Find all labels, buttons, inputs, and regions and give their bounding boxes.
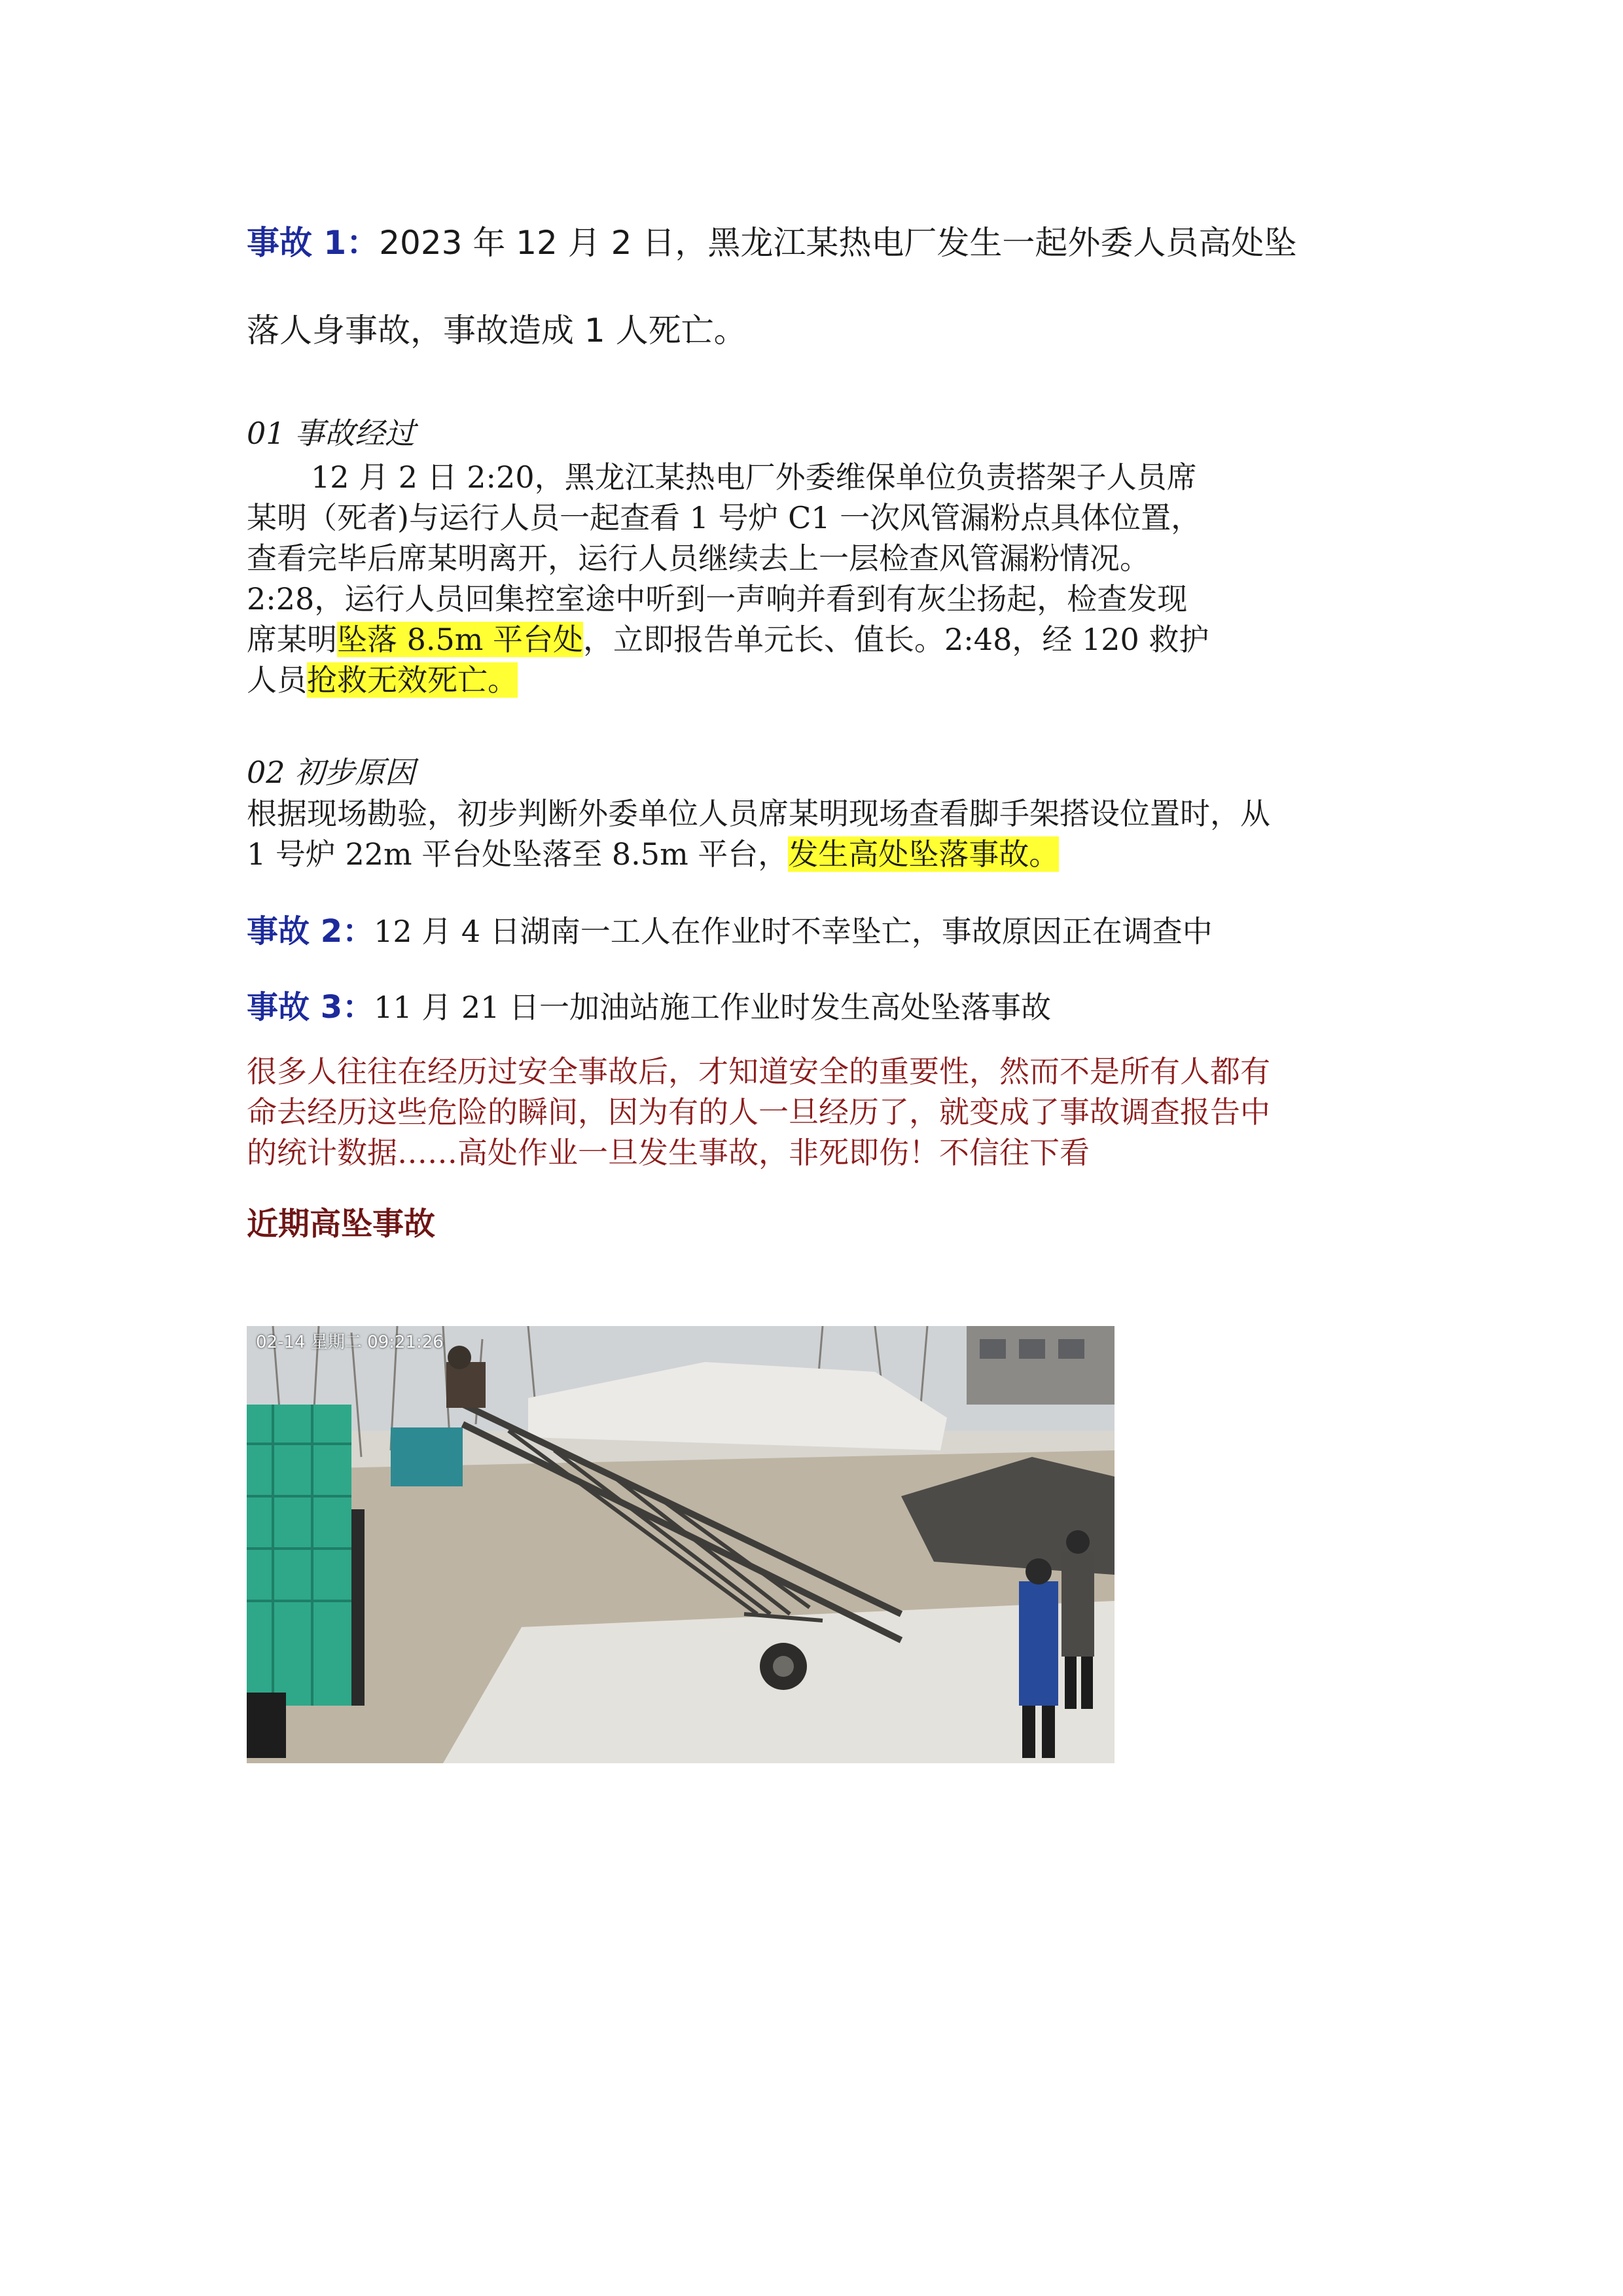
accident1-text-line1: 2023 年 12 月 2 日，黑龙江某热电厂发生一起外委人员高处坠 [379,224,1297,262]
cctv-accident-photo [247,1326,1115,1763]
section01-para-line4: 2:28，运行人员回集控室途中听到一声响并看到有灰尘扬起，检查发现 [247,581,1188,617]
highlight-accident-type: 发生高处坠落事故。 [788,836,1060,872]
section01-line5-a: 席某明 [247,622,337,657]
section02-para-line2 [247,834,1059,874]
section01-heading: 01 事故经过 [247,416,416,451]
accident1-line1 [247,220,1296,266]
accident2-line [247,911,1213,952]
section01-para-line6 [247,660,518,700]
accident3-label: 事故 3： [247,989,374,1026]
section01-para-line3: 查看完毕后席某明离开，运行人员继续去上一层检查风管漏粉情况。 [247,541,1150,576]
warning-line2: 命去经历这些危险的瞬间，因为有的人一旦经历了，就变成了事故调查报告中 [247,1094,1270,1130]
accident1-label: 事故 1： [247,224,380,262]
section01-line5-c: ，立即报告单元长、值长。2:48，经 120 救护 [583,622,1209,657]
accident1-line2: 落人身事故，事故造成 1 人死亡。 [247,312,747,350]
warning-line1: 很多人往往在经历过安全事故后，才知道安全的重要性，然而不是所有人都有 [247,1054,1270,1089]
accident3-line [247,987,1051,1028]
section01-para-line5 [247,619,1209,660]
section01-line6-a: 人员 [247,662,307,698]
section02-heading: 02 初步原因 [247,755,416,790]
section02-line2-a: 1 号炉 22m 平台处坠落至 8.5m 平台， [247,836,789,872]
highlight-fall-height: 坠落 8.5m 平台处 [337,622,584,657]
recent-accidents-heading: 近期高坠事故 [247,1206,436,1242]
accident2-label: 事故 2： [247,913,374,950]
cctv-timestamp: 02-14 星期二 09:21:26 [256,1333,444,1352]
section01-para-line2: 某明（死者)与运行人员一起查看 1 号炉 C1 一次风管漏粉点具体位置， [247,500,1202,535]
highlight-death: 抢救无效死亡。 [307,662,518,698]
section01-para-line1: 12 月 2 日 2:20，黑龙江某热电厂外委维保单位负责搭架子人员席 [311,459,1197,495]
accident2-text: 12 月 4 日湖南一工人在作业时不幸坠亡，事故原因正在调查中 [374,914,1213,949]
section02-para-line1: 根据现场勘验，初步判断外委单位人员席某明现场查看脚手架搭设位置时，从 [247,796,1270,831]
warning-line3: 的统计数据……高处作业一旦发生事故，非死即伤！不信往下看 [247,1135,1090,1170]
accident3-text: 11 月 21 日一加油站施工作业时发生高处坠落事故 [374,990,1052,1025]
